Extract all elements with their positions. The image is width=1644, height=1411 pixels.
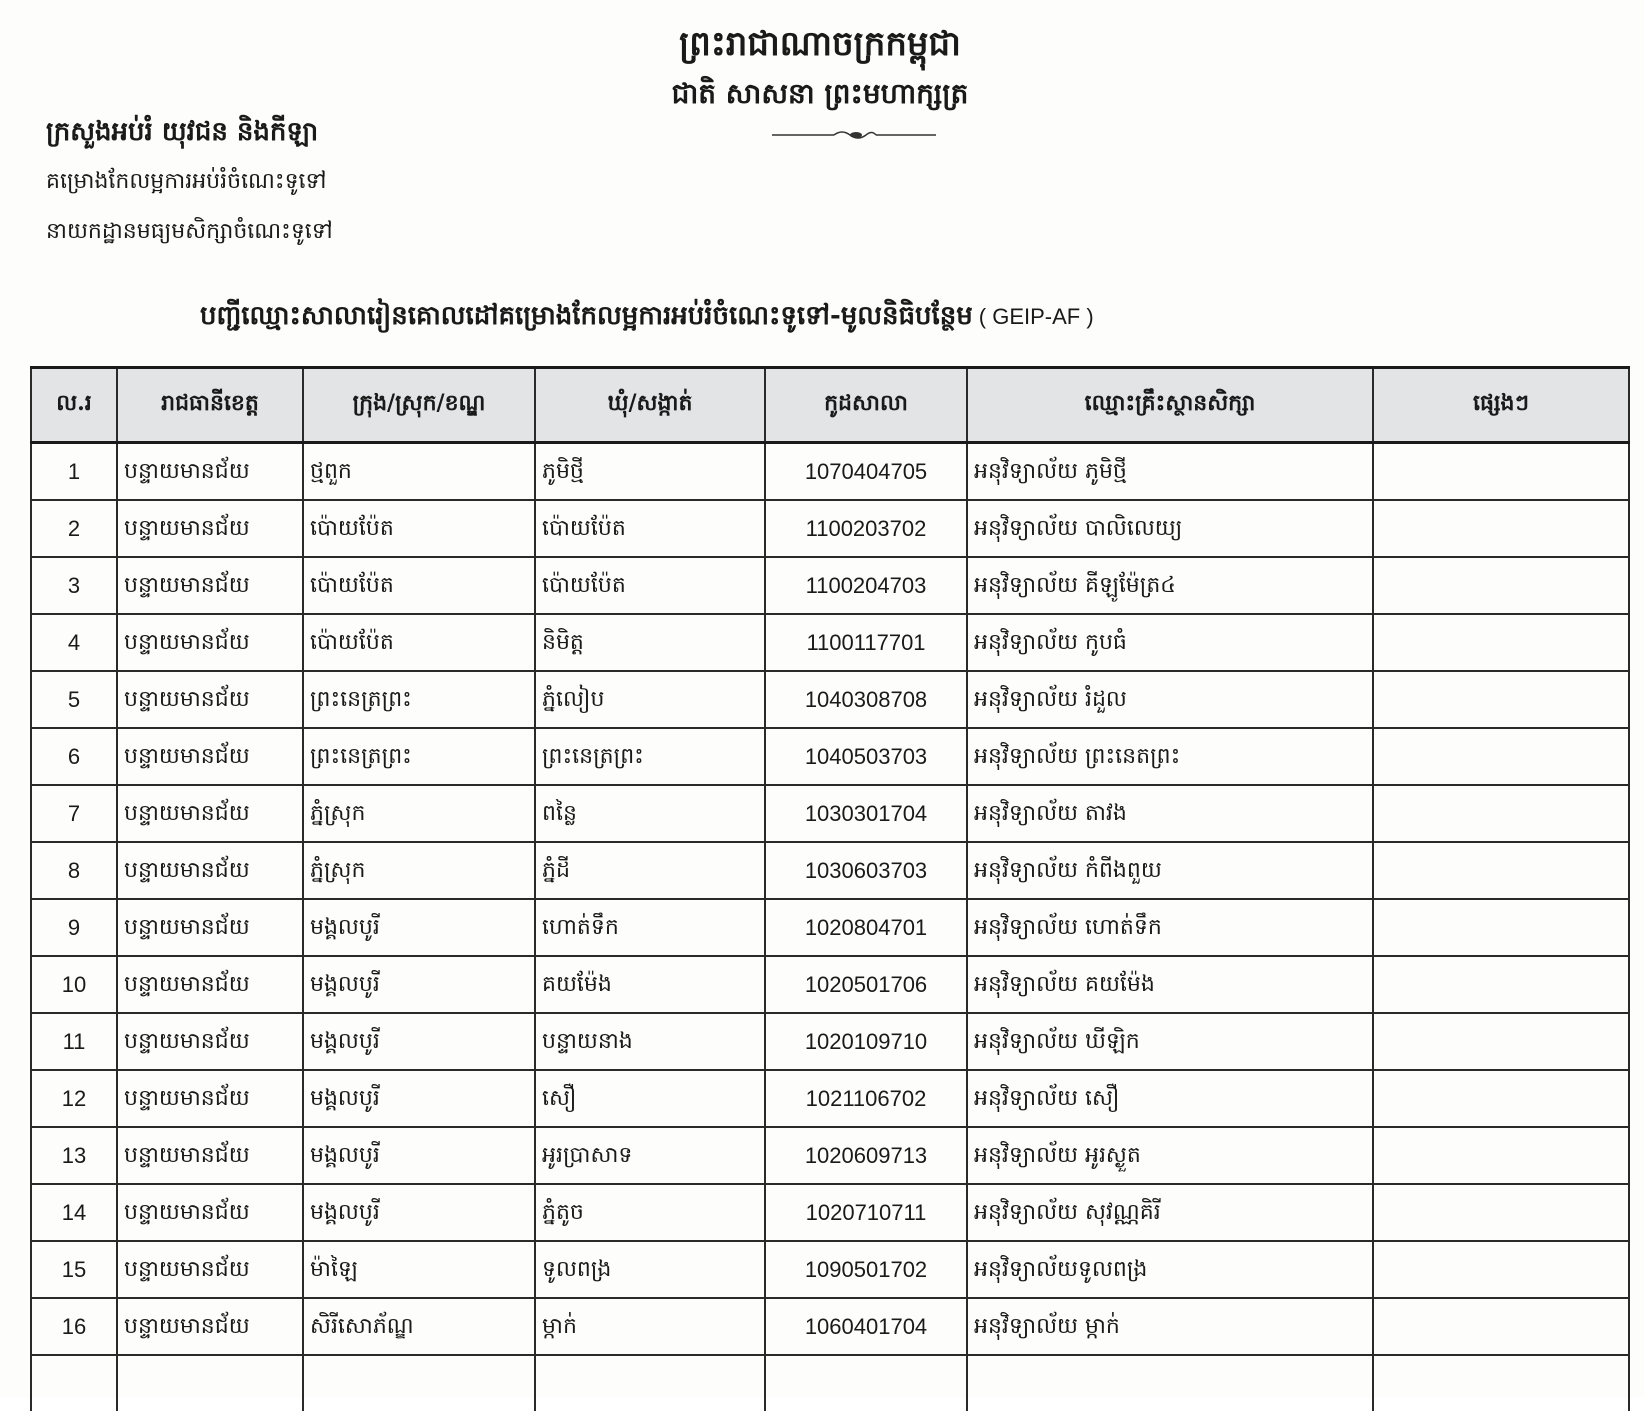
- school-code-cell: 1030603703: [765, 842, 967, 899]
- column-header-commune: ឃុំ/សង្កាត់: [535, 368, 765, 443]
- school-name-cell: អនុវិទ្យាល័យ សឿ: [967, 1070, 1373, 1127]
- table-row: [31, 1070, 1629, 1127]
- district-cell: មង្គលបូរី: [303, 1127, 535, 1184]
- province-cell: បន្ទាយមានជ័យ: [117, 728, 303, 785]
- school-name-cell: អនុវិទ្យាល័យ ហោត់ទឹក: [967, 899, 1373, 956]
- row-number: 16: [31, 1298, 117, 1355]
- school-name-cell: អនុវិទ្យាល័យ ម្កាក់: [967, 1298, 1373, 1355]
- column-header-school-code: កូដសាលា: [765, 368, 967, 443]
- province-cell: បន្ទាយមានជ័យ: [117, 785, 303, 842]
- row-number: 1: [31, 443, 117, 501]
- commune-cell: ប៉ោយប៉ែត: [535, 557, 765, 614]
- table-row: [31, 1298, 1629, 1355]
- district-cell: ព្រះនេត្រព្រះ: [303, 671, 535, 728]
- other-cell: [1373, 728, 1629, 785]
- row-number: 11: [31, 1013, 117, 1070]
- school-name-cell: អនុវិទ្យាល័យ កំពីងពួយ: [967, 842, 1373, 899]
- row-number: 4: [31, 614, 117, 671]
- table-row: [31, 728, 1629, 785]
- list-title: [200, 296, 1460, 337]
- table-row: [31, 956, 1629, 1013]
- other-cell: [1373, 1298, 1629, 1355]
- table-header-row: [31, 368, 1629, 443]
- school-code-cell: 1021106702: [765, 1070, 967, 1127]
- table-row: [31, 785, 1629, 842]
- province-cell: បន្ទាយមានជ័យ: [117, 1241, 303, 1298]
- commune-cell: បន្ទាយនាង: [535, 1013, 765, 1070]
- row-number: 7: [31, 785, 117, 842]
- district-cell: មង្គលបូរី: [303, 899, 535, 956]
- row-number: 9: [31, 899, 117, 956]
- province-cell: បន្ទាយមានជ័យ: [117, 1184, 303, 1241]
- commune-cell: ភ្នំតូច: [535, 1184, 765, 1241]
- province-cell: បន្ទាយមានជ័យ: [117, 1127, 303, 1184]
- table-row-cutoff: [31, 1355, 1629, 1411]
- table-row: [31, 842, 1629, 899]
- province-cell: បន្ទាយមានជ័យ: [117, 899, 303, 956]
- other-cell: [1373, 500, 1629, 557]
- empty-cell: [1373, 1355, 1629, 1411]
- school-name-cell: អនុវិទ្យាល័យទូលពង្រ: [967, 1241, 1373, 1298]
- table-row: [31, 1184, 1629, 1241]
- row-number: 8: [31, 842, 117, 899]
- province-cell: បន្ទាយមានជ័យ: [117, 1070, 303, 1127]
- column-header-other: ផ្សេងៗ: [1373, 368, 1629, 443]
- commune-cell: ប៉ោយប៉ែត: [535, 500, 765, 557]
- commune-cell: ម្កាក់: [535, 1298, 765, 1355]
- national-motto: ជាតិ សាសនា ព្រះមហាក្សត្រ: [560, 74, 1080, 114]
- project-name: គម្រោងកែលម្អការអប់រំចំណេះទូទៅ: [46, 164, 566, 200]
- province-cell: បន្ទាយមានជ័យ: [117, 1298, 303, 1355]
- commune-cell: ភ្នំលៀប: [535, 671, 765, 728]
- school-name-cell: អនុវិទ្យាល័យ គយម៉ែង: [967, 956, 1373, 1013]
- column-header-no: ល.រ: [31, 368, 117, 443]
- district-cell: ថ្មពួក: [303, 443, 535, 501]
- ornament-divider: [772, 128, 936, 142]
- school-code-cell: 1040308708: [765, 671, 967, 728]
- row-number: 15: [31, 1241, 117, 1298]
- row-number: 10: [31, 956, 117, 1013]
- school-code-cell: 1100204703: [765, 557, 967, 614]
- school-code-cell: 1060401704: [765, 1298, 967, 1355]
- province-cell: បន្ទាយមានជ័យ: [117, 443, 303, 501]
- empty-cell: [303, 1355, 535, 1411]
- column-header-province: រាជធានីខេត្ត: [117, 368, 303, 443]
- school-name-cell: អនុវិទ្យាល័យ រំដួល: [967, 671, 1373, 728]
- school-name-cell: អនុវិទ្យាល័យ ឃីឡិក: [967, 1013, 1373, 1070]
- district-cell: សិរីសោភ័ណ្ឌ: [303, 1298, 535, 1355]
- commune-cell: ព្រះនេត្រព្រះ: [535, 728, 765, 785]
- row-number: 12: [31, 1070, 117, 1127]
- school-code-cell: 1090501702: [765, 1241, 967, 1298]
- school-code-cell: 1100117701: [765, 614, 967, 671]
- school-code-cell: 1020710711: [765, 1184, 967, 1241]
- table-row: [31, 614, 1629, 671]
- school-name-cell: អនុវិទ្យាល័យ ព្រះនេតព្រះ: [967, 728, 1373, 785]
- empty-cell: [117, 1355, 303, 1411]
- row-number: 6: [31, 728, 117, 785]
- empty-cell: [765, 1355, 967, 1411]
- commune-cell: និមិត្ត: [535, 614, 765, 671]
- other-cell: [1373, 956, 1629, 1013]
- other-cell: [1373, 1184, 1629, 1241]
- province-cell: បន្ទាយមានជ័យ: [117, 671, 303, 728]
- school-code-cell: 1020804701: [765, 899, 967, 956]
- table-row: [31, 557, 1629, 614]
- empty-cell: [31, 1355, 117, 1411]
- other-cell: [1373, 671, 1629, 728]
- empty-cell: [967, 1355, 1373, 1411]
- commune-cell: ទូលពង្រ: [535, 1241, 765, 1298]
- commune-cell: ហោត់ទឹក: [535, 899, 765, 956]
- table-body: [31, 443, 1629, 1411]
- province-cell: បន្ទាយមានជ័យ: [117, 500, 303, 557]
- row-number: 13: [31, 1127, 117, 1184]
- province-cell: បន្ទាយមានជ័យ: [117, 842, 303, 899]
- school-name-cell: អនុវិទ្យាល័យ សុវណ្ណគិរី: [967, 1184, 1373, 1241]
- school-name-cell: អនុវិទ្យាល័យ កូបធំ: [967, 614, 1373, 671]
- commune-cell: សឿ: [535, 1070, 765, 1127]
- other-cell: [1373, 614, 1629, 671]
- other-cell: [1373, 785, 1629, 842]
- other-cell: [1373, 443, 1629, 501]
- department-name: នាយកដ្ឋានមធ្យមសិក្សាចំណេះទូទៅ: [46, 214, 566, 250]
- commune-cell: ពន្លៃ: [535, 785, 765, 842]
- other-cell: [1373, 557, 1629, 614]
- school-code-cell: 1040503703: [765, 728, 967, 785]
- commune-cell: ភូមិថ្មី: [535, 443, 765, 501]
- other-cell: [1373, 899, 1629, 956]
- table-row: [31, 1013, 1629, 1070]
- row-number: 14: [31, 1184, 117, 1241]
- district-cell: ភ្នំស្រុក: [303, 842, 535, 899]
- commune-cell: គយម៉ែង: [535, 956, 765, 1013]
- list-title-code: ( GEIP-AF ): [979, 304, 1094, 329]
- district-cell: មង្គលបូរី: [303, 956, 535, 1013]
- district-cell: មង្គលបូរី: [303, 1184, 535, 1241]
- other-cell: [1373, 1241, 1629, 1298]
- schools-table: [30, 366, 1630, 1411]
- row-number: 2: [31, 500, 117, 557]
- other-cell: [1373, 1013, 1629, 1070]
- school-name-cell: អនុវិទ្យាល័យ គីឡូម៉ែត្រ៤: [967, 557, 1373, 614]
- school-code-cell: 1030301704: [765, 785, 967, 842]
- province-cell: បន្ទាយមានជ័យ: [117, 956, 303, 1013]
- other-cell: [1373, 1127, 1629, 1184]
- other-cell: [1373, 842, 1629, 899]
- district-cell: ប៉ោយប៉ែត: [303, 557, 535, 614]
- table-row: [31, 500, 1629, 557]
- district-cell: ព្រះនេត្រព្រះ: [303, 728, 535, 785]
- school-code-cell: 1100203702: [765, 500, 967, 557]
- table-row: [31, 1241, 1629, 1298]
- commune-cell: ភ្នំដី: [535, 842, 765, 899]
- school-name-cell: អនុវិទ្យាល័យ ភូមិថ្មី: [967, 443, 1373, 501]
- district-cell: មង្គលបូរី: [303, 1070, 535, 1127]
- column-header-district: ក្រុង/ស្រុក/ខណ្ឌ: [303, 368, 535, 443]
- province-cell: បន្ទាយមានជ័យ: [117, 614, 303, 671]
- school-code-cell: 1020609713: [765, 1127, 967, 1184]
- table-row: [31, 443, 1629, 501]
- district-cell: ប៉ោយប៉ែត: [303, 614, 535, 671]
- school-name-cell: អនុវិទ្យាល័យ តាវង: [967, 785, 1373, 842]
- list-title-text: បញ្ជីឈ្មោះសាលារៀនគោលដៅគម្រោងកែលម្អការអប់រំចំណេះទូទៅ-មូលនិធិបន្ថែម: [200, 301, 973, 331]
- school-name-cell: អនុវិទ្យាល័យ អូរស្ងួត: [967, 1127, 1373, 1184]
- table-row: [31, 899, 1629, 956]
- commune-cell: អូរប្រាសាទ: [535, 1127, 765, 1184]
- school-code-cell: 1070404705: [765, 443, 967, 501]
- row-number: 3: [31, 557, 117, 614]
- school-code-cell: 1020501706: [765, 956, 967, 1013]
- column-header-school-name: ឈ្មោះគ្រឹះស្ថានសិក្សា: [967, 368, 1373, 443]
- school-code-cell: 1020109710: [765, 1013, 967, 1070]
- ministry-name: ក្រសួងអប់រំ យុវជន និងកីឡា: [46, 112, 566, 152]
- district-cell: ម៉ាឡៃ: [303, 1241, 535, 1298]
- table-row: [31, 1127, 1629, 1184]
- province-cell: បន្ទាយមានជ័យ: [117, 557, 303, 614]
- school-name-cell: អនុវិទ្យាល័យ បាលិលេយ្យ: [967, 500, 1373, 557]
- kingdom-heading: ព្រះរាជាណាចក្រកម្ពុជា: [560, 22, 1080, 66]
- empty-cell: [535, 1355, 765, 1411]
- district-cell: ប៉ោយប៉ែត: [303, 500, 535, 557]
- province-cell: បន្ទាយមានជ័យ: [117, 1013, 303, 1070]
- table-row: [31, 671, 1629, 728]
- other-cell: [1373, 1070, 1629, 1127]
- district-cell: មង្គលបូរី: [303, 1013, 535, 1070]
- district-cell: ភ្នំស្រុក: [303, 785, 535, 842]
- row-number: 5: [31, 671, 117, 728]
